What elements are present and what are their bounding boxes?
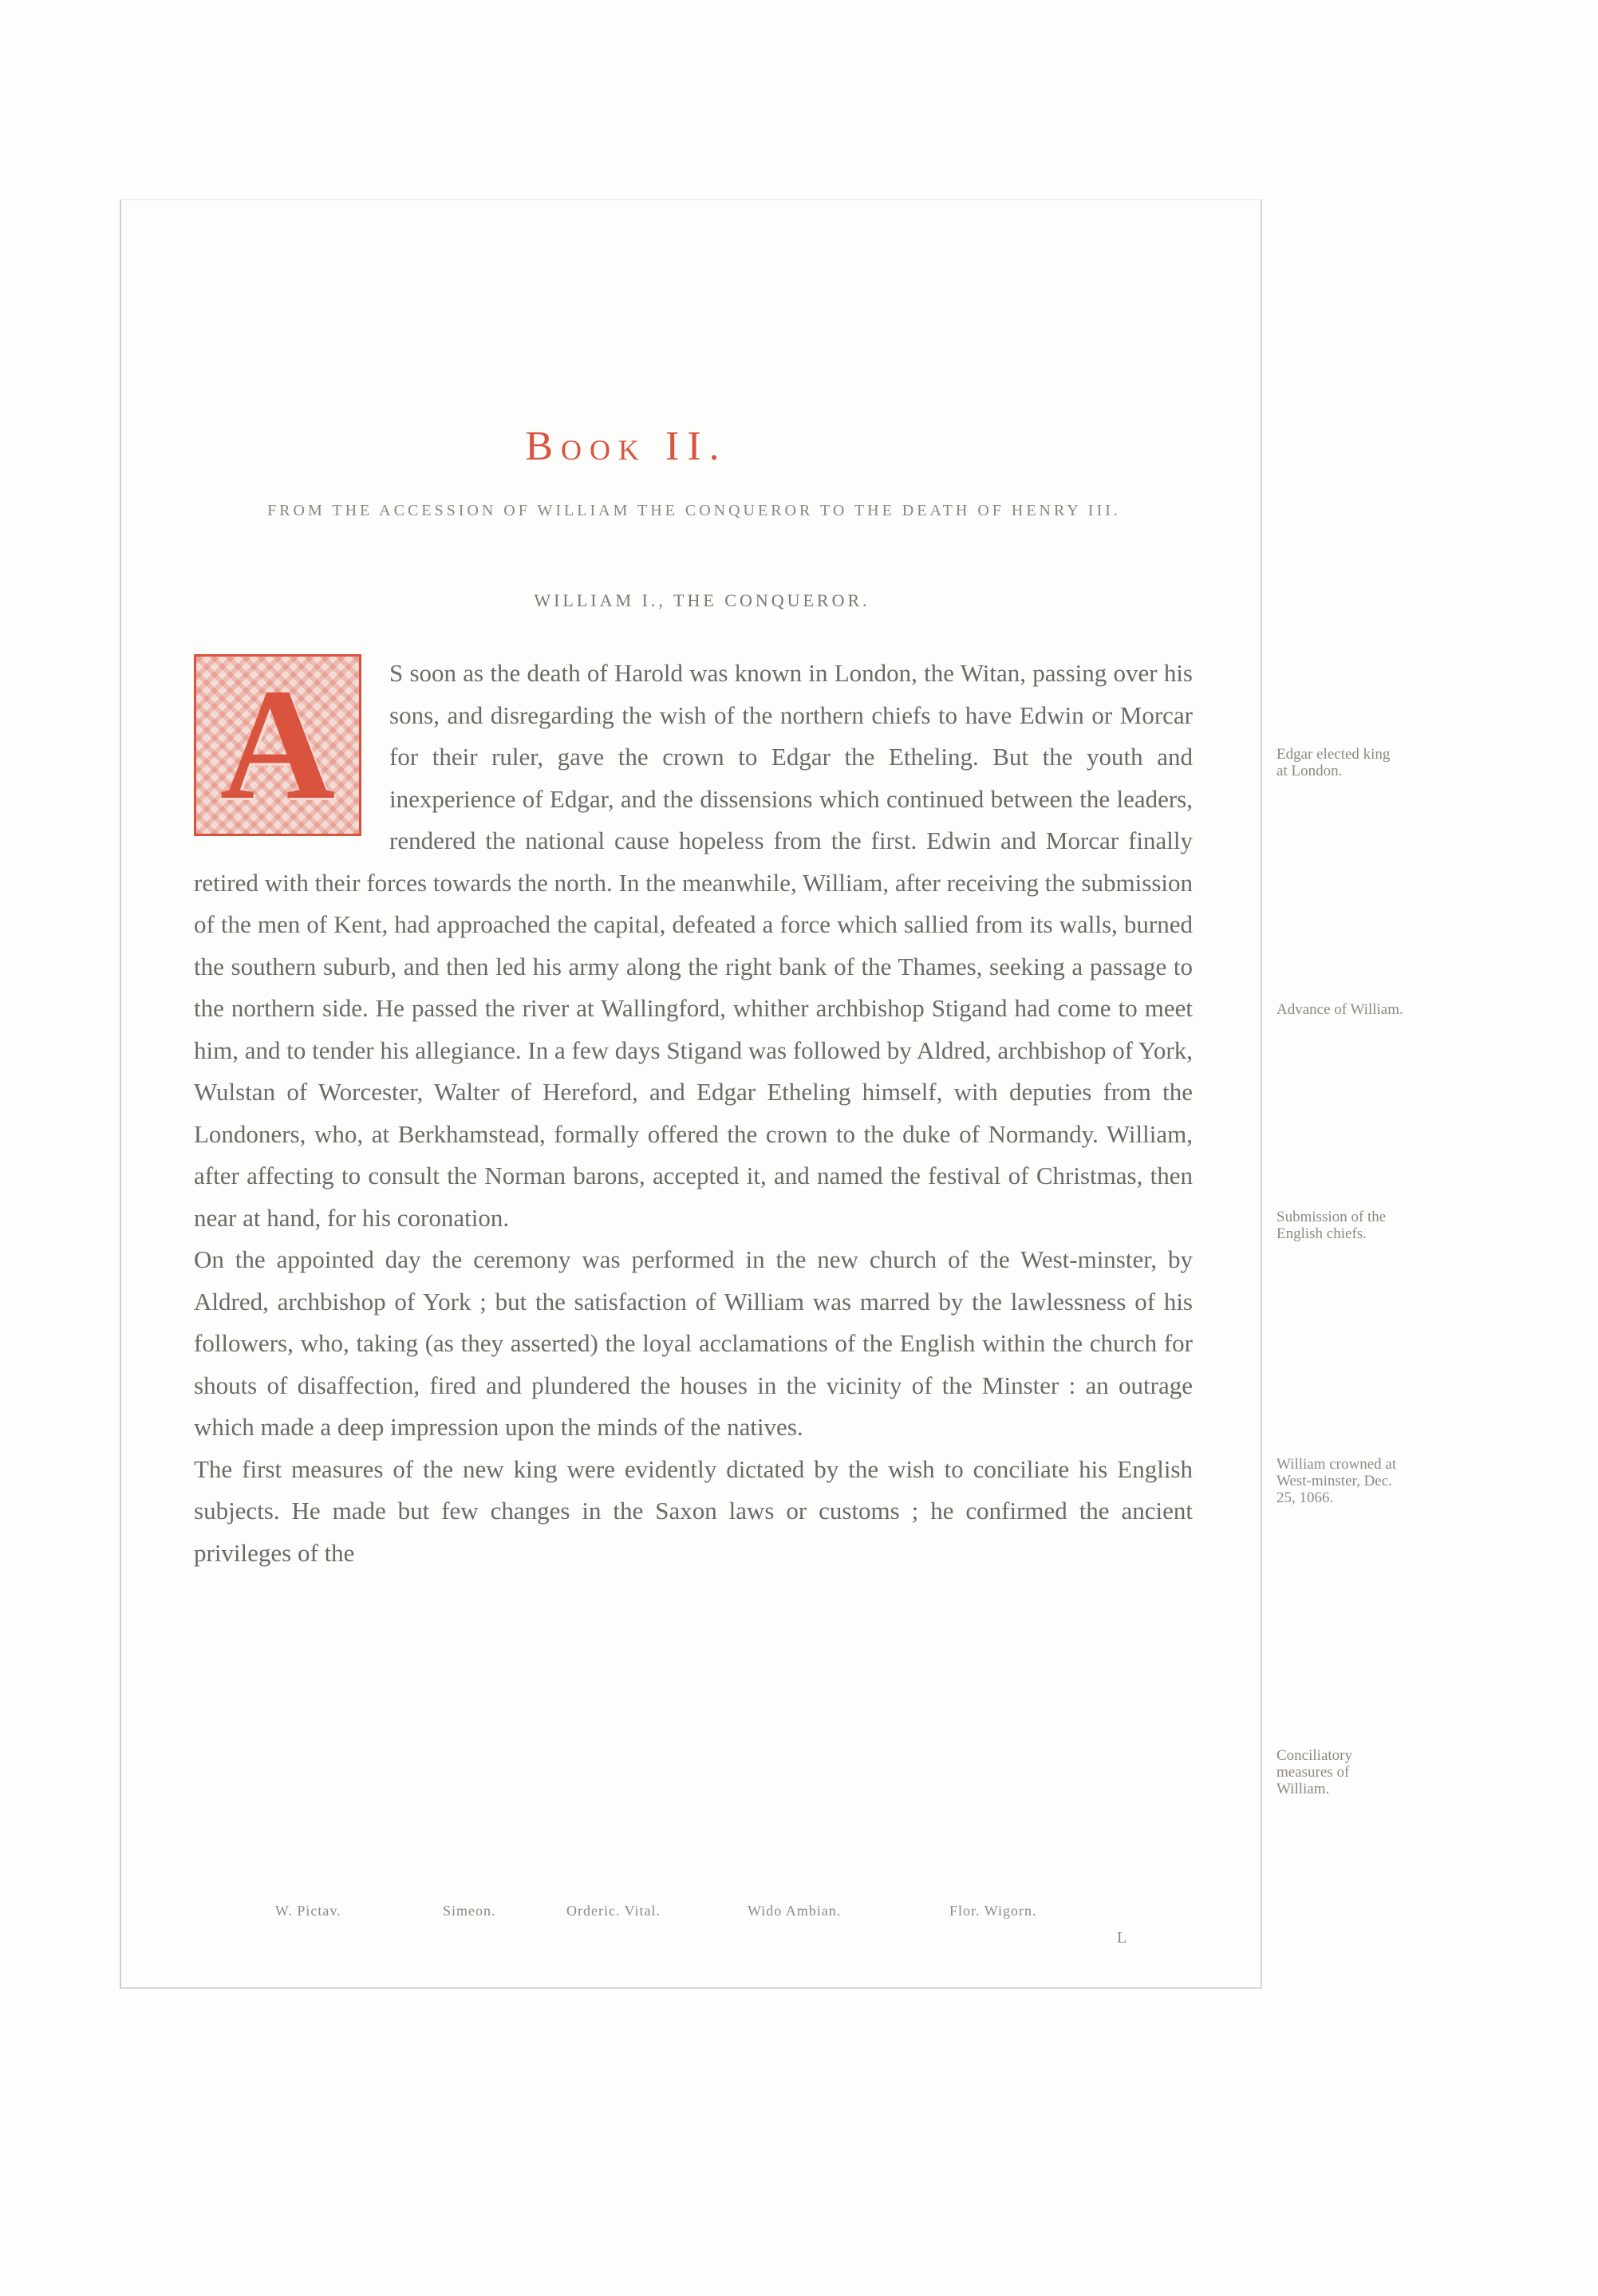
initial-spacer xyxy=(194,653,389,834)
footnote-ref: Orderic. Vital. xyxy=(566,1903,661,1919)
book-title: Book II. xyxy=(525,424,728,469)
paragraph-3: The first measures of the new king were evidently dictated by the wish to conciliate his English subjects. He made but few changes in the Saxon laws or customs ; he confirmed the ancient privileges of the xyxy=(194,1454,1193,1567)
footnote-ref: Flor. Wigorn. xyxy=(949,1903,1037,1919)
paragraph-2: On the appointed day the ceremony was performed in the new church of the West-minster, by Aldred, archbishop of York ; but the satisfaction of William was marred by the lawlessness of his followers, who, taking (as they asserted) the loyal acclamations of the English within the church for shouts of disaffection, fired and plundered the houses in the vicinity of the Minster : an outrage which made a deep impression upon the minds of the natives. xyxy=(194,1245,1193,1441)
margin-note: Submission of the English chiefs. xyxy=(1276,1209,1387,1242)
chapter-heading: WILLIAM I., THE CONQUEROR. xyxy=(534,590,870,610)
signature-mark: L xyxy=(1117,1929,1127,1947)
book-subtitle: FROM THE ACCESSION OF WILLIAM THE CONQUEROR TO THE DEATH OF HENRY III. xyxy=(267,502,1121,519)
margin-note: Edgar elected king at London. xyxy=(1276,746,1391,779)
margin-note: Conciliatory measures of William. xyxy=(1276,1747,1352,1797)
margin-note: William crowned at West-minster, Dec. 25, 1066. xyxy=(1276,1456,1397,1506)
body-text xyxy=(194,653,1193,1574)
footnote-references xyxy=(0,1903,1276,1927)
margin-rule xyxy=(1261,199,1262,1986)
margin-note: Advance of William. xyxy=(1276,1001,1403,1018)
drop-cap-letter: A xyxy=(219,657,336,833)
footnote-ref: Simeon. xyxy=(443,1903,496,1919)
footnote-ref: Wido Ambian. xyxy=(748,1903,842,1919)
paragraph-1: S soon as the death of Harold was known in London, the Witan, passing over his sons, and disregarding the wish of the northern chiefs to have Edwin or Morcar for their ruler, gave the crown to Edgar the Etheling. But the youth and inexperience of Edgar, and the dissensions which continued between the leaders, rendered the national cause hopeless from the first. Edwin and Morcar finally retired with their forces towards the north. In the meanwhile, William, after receiving the submission of the men of Kent, had approached the capital, defeated a force which sallied from its walls, burned the southern suburb, and then led his army along the right bank of the Thames, seeking a passage to the northern side. He passed the river at Wallingford, whither archbishop Stigand had come to meet him, and to tender his allegiance. In a few days Stigand was followed by Aldred, archbishop of York, Wulstan of Worcester, Walter of Hereford, and Edgar Etheling himself, with deputies from the Londoners, who, at Berkhamstead, formally offered the crown to the duke of Normandy. William, after affecting to consult the Norman barons, accepted it, and named the festival of Christmas, then near at hand, for his coronation. xyxy=(194,659,1193,1232)
footnote-ref: W. Pictav. xyxy=(275,1903,341,1919)
